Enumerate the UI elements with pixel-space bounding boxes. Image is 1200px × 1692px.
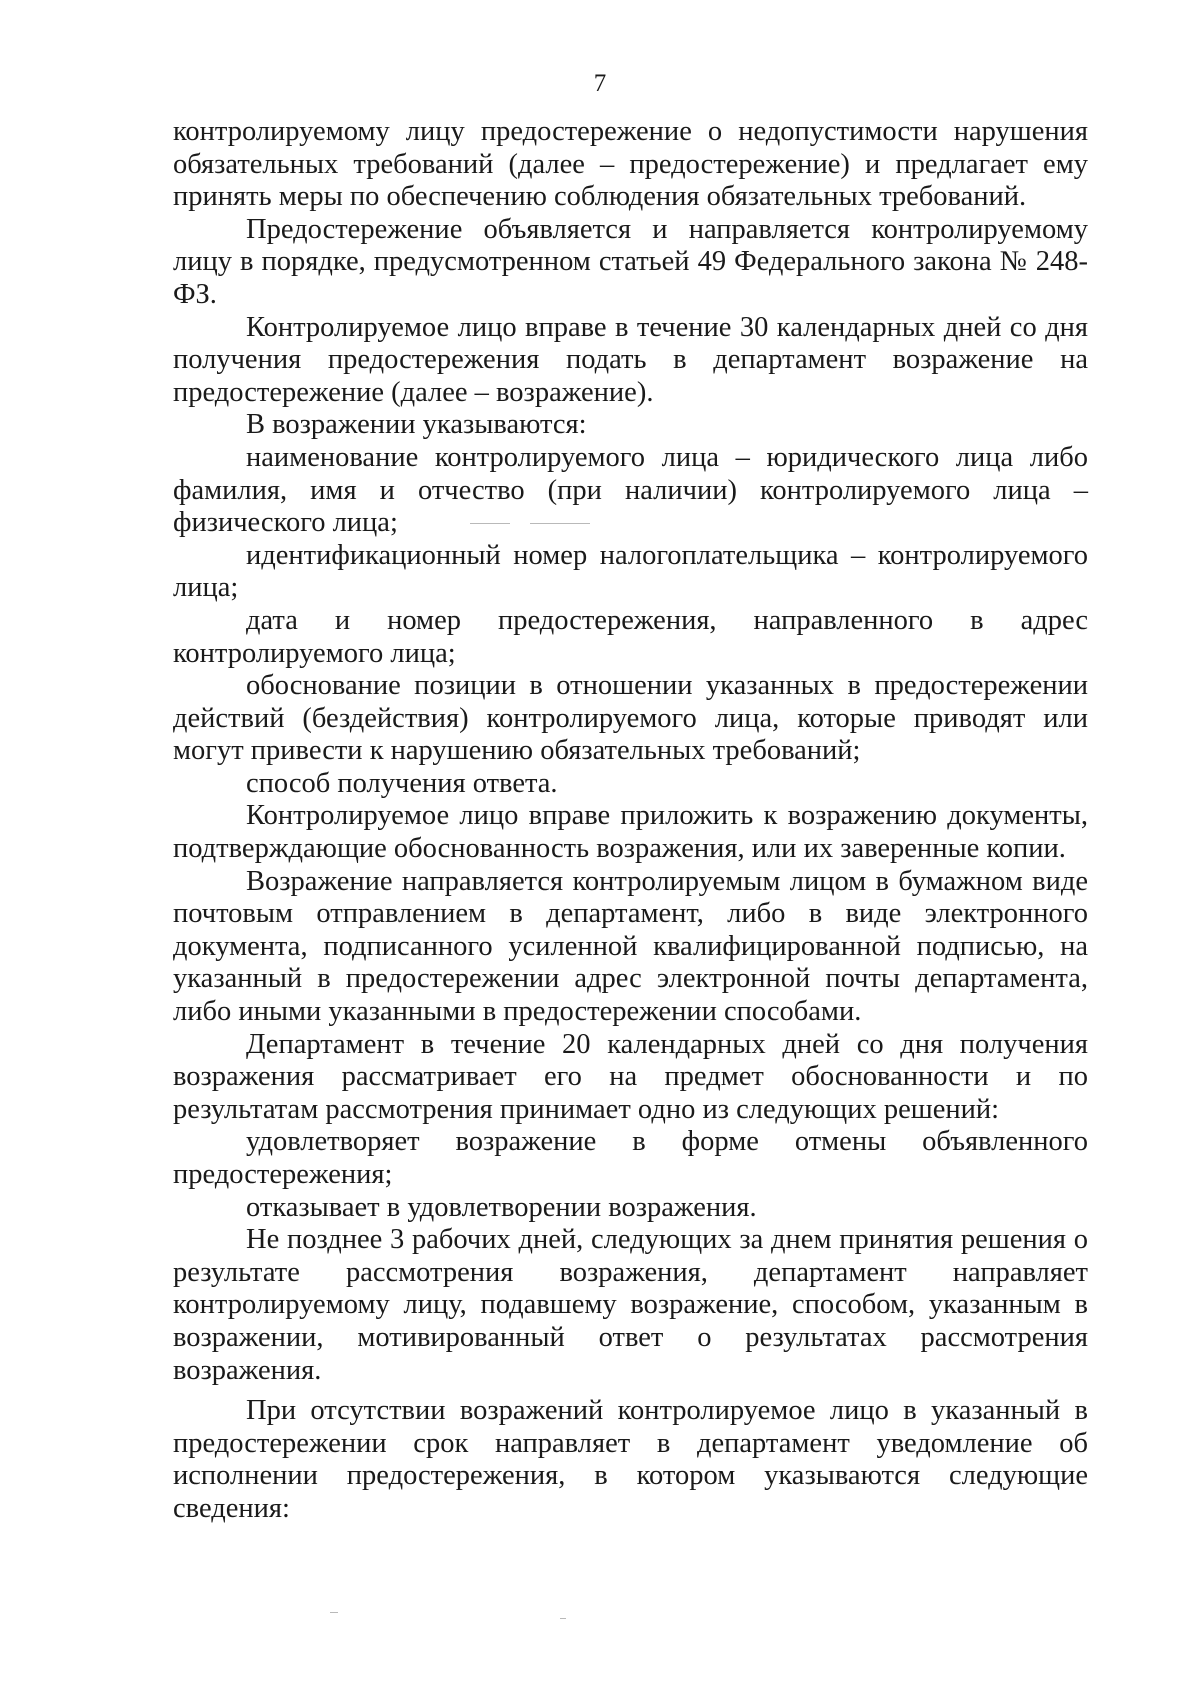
list-item: дата и номер предостережения, направленного в адрес контролируемого лица; xyxy=(173,604,1088,669)
paragraph: Департамент в течение 20 календарных дней со дня получения возражения рассматривает его на предмет обоснованности и по результатам рассмотрения принимает одно из следующих решений: xyxy=(173,1028,1088,1125)
list-item: способ получения ответа. xyxy=(246,767,558,799)
document-body xyxy=(173,116,1088,1526)
paragraph: Контролируемое лицо вправе приложить к возражению документы, подтверждающие обоснованность возражения, или их заверенные копии. xyxy=(173,800,1088,865)
list-item: отказывает в удовлетворении возражения. xyxy=(246,1191,757,1223)
list-item: идентификационный номер налогоплательщика – контролируемого лица; xyxy=(173,539,1088,604)
paragraph: При отсутствии возражений контролируемое лицо в указанный в предостережении срок направляет в департамент уведомление об исполнении предостережения, в котором указываются следующие сведения: xyxy=(173,1395,1088,1524)
scan-speck xyxy=(470,523,510,524)
scan-speck xyxy=(530,523,590,524)
paragraph: В возражении указываются: xyxy=(246,409,587,441)
list-item: обоснование позиции в отношении указанных в предостережении действий (бездействия) контролируемого лица, которые приводят или могут привести к нарушению обязательных требований; xyxy=(173,670,1088,767)
paragraph: Не позднее 3 рабочих дней, следующих за днем принятия решения о результате рассмотрения возражения, департамент направляет контролируемому лицу, подавшему возражение, способом, указанным в возражении, мотивированный ответ о результатах рассмотрения возражения. xyxy=(173,1224,1088,1386)
list-item: наименование контролируемого лица – юридического лица либо фамилия, имя и отчество (при наличии) контролируемого лица – физического лица; xyxy=(173,441,1088,539)
list-item: удовлетворяет возражение в форме отмены объявленного предостережения; xyxy=(173,1126,1088,1190)
paragraph: Возражение направляется контролируемым лицом в бумажном виде почтовым отправлением в департамент, либо в виде электронного документа, подписанного усиленной квалифицированной подписью, на указанный в предостережении адрес электронной почты департамента, либо иными указанными в предостережении способами. xyxy=(173,865,1088,1028)
scan-speck xyxy=(330,1612,338,1613)
paragraph-continuation: контролируемому лицу предостережение о недопустимости нарушения обязательных требований (далее – предостережение) и предлагает ему принять меры по обеспечению соблюдения обязательных требований. xyxy=(173,116,1088,213)
page-number: 7 xyxy=(593,70,607,97)
paragraph: Контролируемое лицо вправе в течение 30 календарных дней со дня получения предостережения подать в департамент возражение на предостережение (далее – возражение). xyxy=(173,311,1088,408)
paragraph: Предостережение объявляется и направляется контролируемому лицу в порядке, предусмотренном статьей 49 Федерального закона № 248-ФЗ. xyxy=(173,213,1088,310)
scan-speck xyxy=(560,1618,566,1619)
